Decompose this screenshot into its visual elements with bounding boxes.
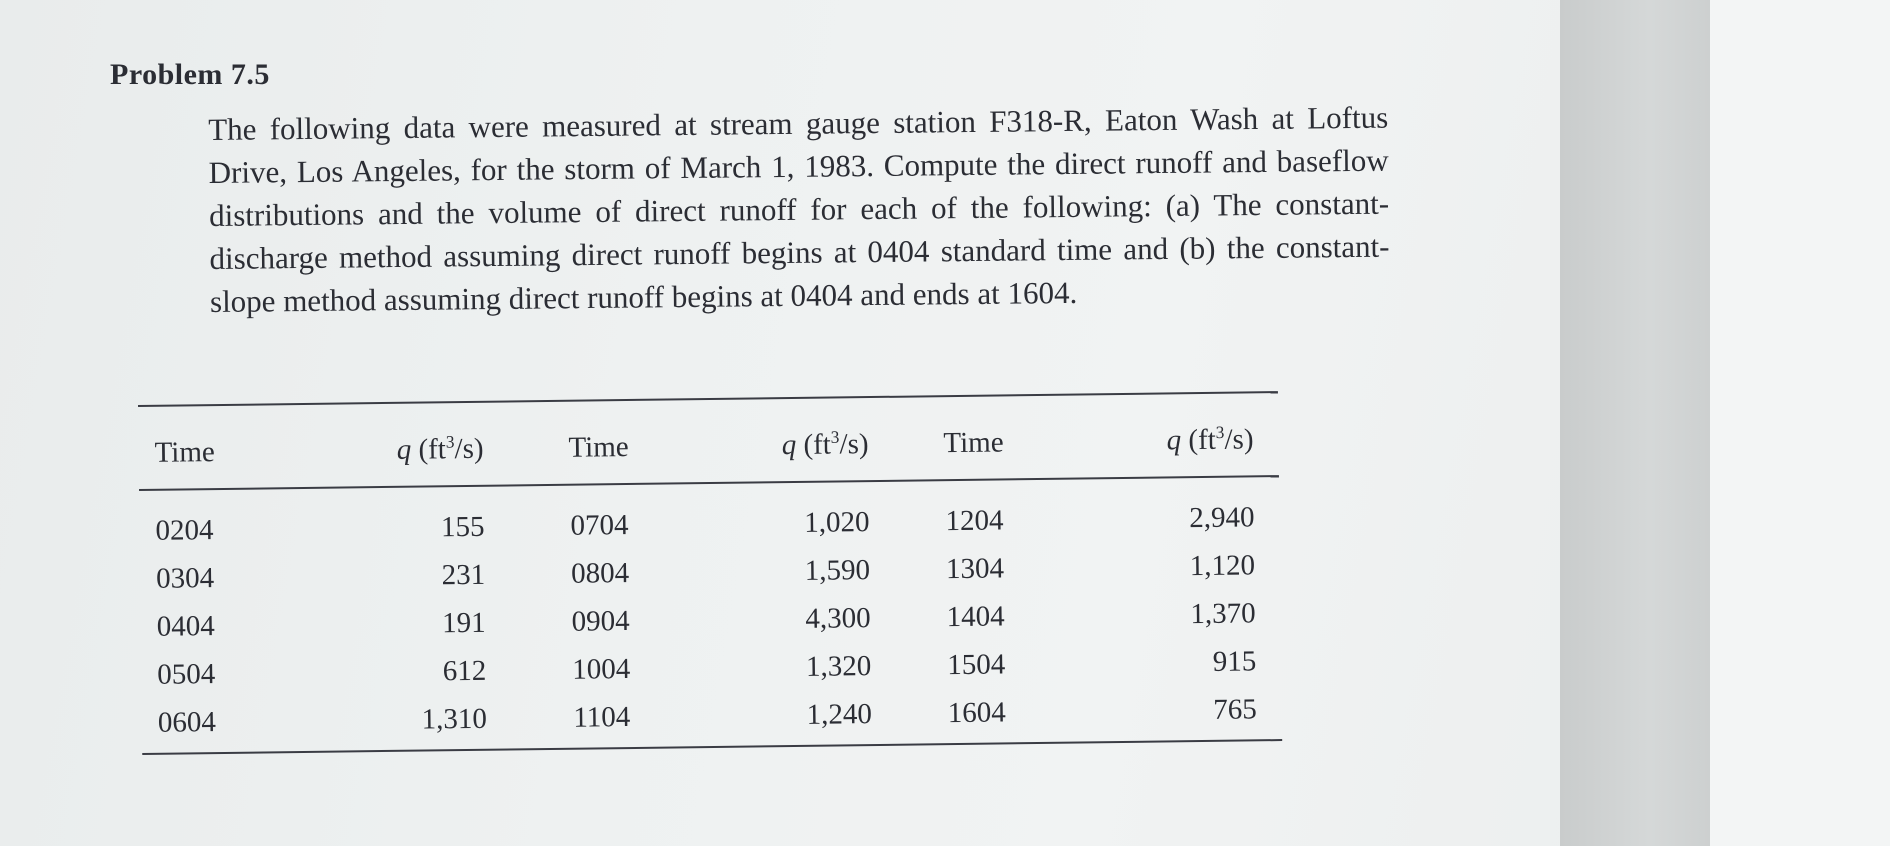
time-cell: 0904 bbox=[571, 604, 630, 638]
header-time-3: Time bbox=[943, 425, 1004, 459]
header-time-2: Time bbox=[568, 430, 629, 464]
q-symbol: q bbox=[1166, 423, 1182, 456]
q-unit-pre: (ft bbox=[1188, 423, 1216, 456]
discharge-cell: 612 bbox=[442, 654, 487, 687]
q-symbol: q bbox=[781, 428, 797, 461]
time-cell: 0404 bbox=[156, 609, 215, 643]
header-q-2 bbox=[713, 428, 868, 463]
problem-title: Problem 7.5 bbox=[110, 58, 270, 91]
q-unit-exp: 3 bbox=[1215, 421, 1225, 442]
discharge-cell: 231 bbox=[441, 558, 486, 591]
book-binding-shadow bbox=[1560, 0, 1710, 846]
time-cell: 0804 bbox=[570, 556, 630, 590]
header-q-1 bbox=[308, 432, 483, 467]
discharge-cell: 1,370 bbox=[1190, 596, 1256, 630]
time-cell: 0604 bbox=[157, 705, 217, 739]
discharge-cell: 1,240 bbox=[806, 697, 873, 731]
problem-statement: The following data were measured at stream gauge station F318-R, Eaton Wash at Loftus Drive, Los Angeles, for the storm of March 1, 1983. Compute the direct runoff and baseflow distributions and the volume of direct runoff for each of the following: (a) The constant-discharge method assuming direct runoff begins at 0404 standard time and (b) the constant-slope method assuming direct runoff begins at 0404 and ends at 1604. bbox=[208, 99, 1390, 319]
discharge-cell: 1,020 bbox=[804, 505, 870, 539]
discharge-cell: 155 bbox=[440, 510, 485, 543]
q-unit-post: /s) bbox=[454, 432, 484, 465]
time-cell: 0504 bbox=[157, 657, 216, 691]
discharge-cell: 191 bbox=[441, 606, 486, 639]
q-unit-exp: 3 bbox=[445, 430, 455, 452]
discharge-cell: 2,940 bbox=[1189, 500, 1255, 534]
time-cell: 1504 bbox=[947, 647, 1006, 681]
table-header-rule bbox=[139, 475, 1279, 491]
table-header-row bbox=[138, 415, 1279, 477]
q-unit-post: /s) bbox=[839, 427, 869, 460]
time-cell: 1604 bbox=[947, 695, 1007, 729]
time-cell: 1204 bbox=[945, 503, 1004, 537]
adjacent-page-edge bbox=[1710, 0, 1890, 846]
header-q-3 bbox=[1078, 423, 1253, 458]
discharge-cell: 765 bbox=[1213, 692, 1257, 726]
time-cell: 1404 bbox=[946, 599, 1005, 633]
q-unit-pre: (ft bbox=[803, 428, 832, 461]
discharge-cell: 1,590 bbox=[804, 553, 871, 587]
time-cell: 0704 bbox=[570, 508, 629, 542]
header-time-1: Time bbox=[154, 435, 215, 469]
q-symbol: q bbox=[396, 433, 412, 466]
discharge-cell: 1,320 bbox=[805, 649, 872, 683]
time-cell: 1104 bbox=[573, 700, 631, 734]
q-unit-pre: (ft bbox=[418, 432, 447, 466]
time-cell: 0304 bbox=[155, 561, 215, 595]
discharge-table bbox=[138, 391, 1282, 755]
q-unit-exp: 3 bbox=[830, 426, 840, 447]
discharge-cell: 1,120 bbox=[1189, 548, 1256, 582]
discharge-cell: 4,300 bbox=[805, 601, 871, 635]
time-cell: 1004 bbox=[572, 652, 631, 686]
time-cell: 0204 bbox=[155, 513, 214, 547]
time-cell: 1304 bbox=[945, 551, 1005, 585]
table-top-rule bbox=[138, 391, 1278, 407]
discharge-cell: 1,310 bbox=[421, 702, 488, 736]
discharge-cell: 915 bbox=[1212, 644, 1257, 678]
q-unit-post: /s) bbox=[1224, 422, 1254, 456]
